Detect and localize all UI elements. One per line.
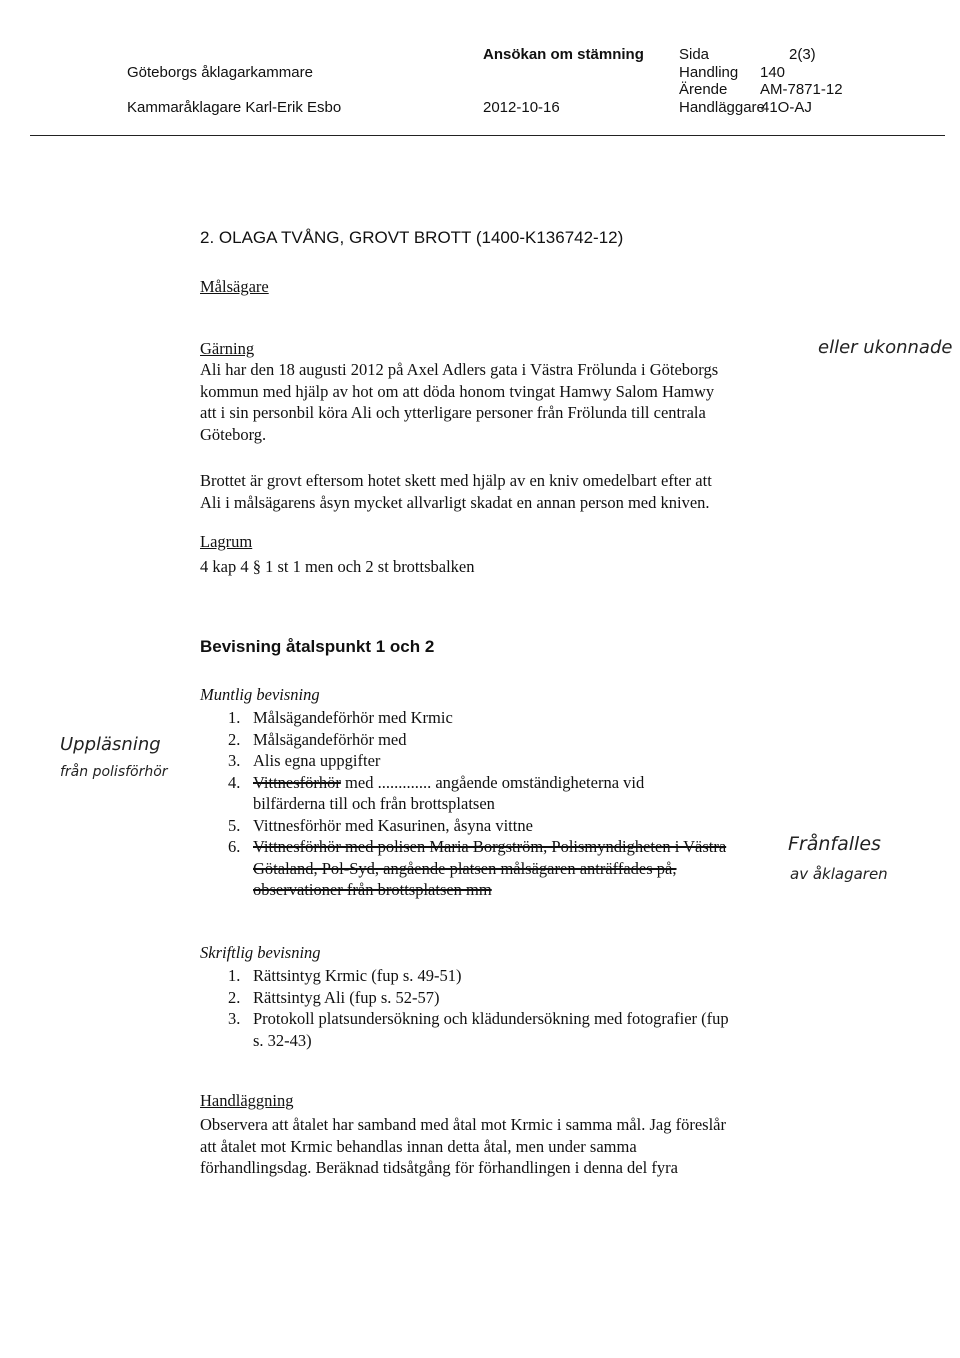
list-item: 1. Målsägandeförhör med Krmic	[228, 708, 453, 727]
handlaggare-value: 41O-AJ	[761, 99, 812, 116]
prosecutor-name: Kammaråklagare Karl-Erik Esbo	[127, 99, 342, 116]
handwritten-note-franfalles: Frånfalles	[788, 833, 881, 855]
garning-line: kommun med hjälp av hot om att döda honom tvingat Hamwy Salom Hamwy	[200, 381, 715, 401]
handlaggare-label: Handläggare	[679, 99, 765, 116]
lagrum-heading: Lagrum	[200, 532, 253, 551]
list-item: 2. Rättsintyg Ali (fup s. 52-57)	[228, 987, 440, 1007]
document-type: Ansökan om stämning	[483, 46, 644, 63]
list-item: 5. Vittnesförhör med Kasurinen, åsyna vittne	[228, 815, 533, 835]
list-item: 3. Alis egna uppgifter	[228, 751, 381, 770]
garning-paragraph	[200, 359, 718, 445]
handlaggning-paragraph	[200, 1114, 726, 1179]
list-item: 3. Protokoll platsundersökning och klädundersökning med fotografier (fup s. 32-43)	[228, 1009, 729, 1050]
malsagare-heading: Målsägare	[200, 277, 269, 296]
garning-line: Ali har den 18 augusti 2012 på Axel Adlers gata i Västra Frölunda i Göteborgs	[200, 360, 719, 379]
org-name: Göteborgs åklagarkammare	[127, 64, 313, 81]
grovt-paragraph	[200, 470, 712, 513]
list-item: 4. Vittnesförhör med ............. angående omständigheterna vid bilfärderna till och från brottsplatsen	[228, 772, 645, 813]
bevisning-title: Bevisning åtalspunkt 1 och 2	[200, 637, 435, 656]
lagrum-text: 4 kap 4 § 1 st 1 men och 2 st brottsbalken	[200, 557, 475, 576]
skriftlig-list	[200, 965, 800, 1051]
grovt-line: Ali i målsägarens åsyn mycket allvarligt skadat en annan person med kniven.	[200, 492, 710, 512]
sida-label: Sida	[679, 46, 710, 63]
handlaggning-line: Observera att åtalet har samband med åtal mot Krmic i samma mål. Jag föreslår	[200, 1115, 726, 1134]
garning-line: att i sin personbil köra Ali och ytterligare personer från Frölunda till centrala	[200, 403, 706, 422]
grovt-line: Brottet är grovt eftersom hotet skett med hjälp av en kniv omedelbart efter att	[200, 471, 712, 490]
handlaggning-line: förhandlingsdag. Beräknad tidsåtgång för förhandlingen i denna del fyra	[200, 1158, 678, 1177]
handwritten-note-polisforhor: från polisförhör	[60, 764, 168, 780]
arende-value: AM-7871-12	[760, 81, 843, 98]
muntlig-list	[200, 707, 800, 901]
handlaggning-heading: Handläggning	[200, 1091, 294, 1110]
handlaggning-line: att åtalet mot Krmic behandlas innan detta åtal, men under samma	[200, 1136, 637, 1156]
header-divider	[30, 135, 945, 136]
list-item: 1. Rättsintyg Krmic (fup s. 49-51)	[228, 966, 462, 985]
handwritten-note-aklagaren: av åklagaren	[790, 865, 888, 883]
handwritten-note-eller: eller ukonnade	[818, 337, 953, 358]
skriftlig-heading: Skriftlig bevisning	[200, 943, 321, 962]
handling-label: Handling	[679, 64, 739, 81]
sida-value: 2(3)	[789, 46, 816, 63]
handling-value: 140	[760, 64, 786, 81]
muntlig-heading: Muntlig bevisning	[200, 685, 320, 704]
list-item: 2. Målsägandeförhör med	[228, 729, 407, 749]
handwritten-note-upplasning: Uppläsning	[60, 734, 161, 755]
list-item: 6. Vittnesförhör med polisen Maria Borgström, Polismyndigheten i Västra Götaland, Pol-Syd, angående platsen målsägaren anträffades på, observationer från brottsplatsen mm	[228, 837, 727, 899]
garning-line: Göteborg.	[200, 424, 267, 444]
document-date: 2012-10-16	[483, 99, 560, 116]
arende-label: Ärende	[679, 81, 728, 98]
garning-heading: Gärning	[200, 339, 255, 358]
section-title: 2. OLAGA TVÅNG, GROVT BROTT (1400-K136742-12)	[200, 228, 624, 247]
